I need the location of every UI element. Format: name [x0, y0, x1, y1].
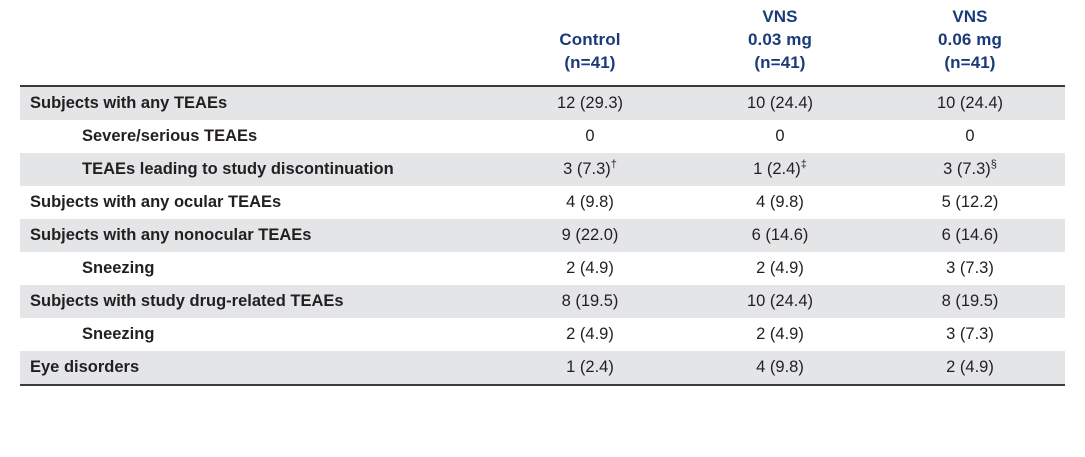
row-label: Subjects with any TEAEs [20, 86, 495, 120]
value-text: 3 (7.3) [563, 159, 611, 178]
row-value-vns-006 [875, 318, 1065, 351]
row-value-vns-006 [875, 86, 1065, 120]
row-value-control [495, 153, 685, 186]
row-value-vns-003 [685, 86, 875, 120]
header-vns003-line-3: (n=41) [754, 52, 806, 72]
table-row [20, 285, 1065, 318]
row-value-control [495, 186, 685, 219]
value-text: 3 (7.3) [943, 159, 991, 178]
value-text: 0 [965, 126, 975, 145]
row-value-control [495, 318, 685, 351]
header-cell-vns-003 [685, 0, 875, 86]
row-value-control [495, 219, 685, 252]
value-text: 4 (9.8) [566, 192, 614, 211]
row-value-control [495, 285, 685, 318]
value-text: 2 (4.9) [566, 324, 614, 343]
row-label: Severe/serious TEAEs [20, 120, 495, 153]
table-header [20, 0, 1065, 86]
header-cell-vns-006 [875, 0, 1065, 86]
value-text: 2 (4.9) [566, 258, 614, 277]
value-footnote-mark: § [990, 158, 997, 171]
value-text: 4 (9.8) [756, 357, 804, 376]
row-label: Sneezing [20, 252, 495, 285]
table-header-row [20, 0, 1065, 86]
table-row [20, 351, 1065, 385]
row-value-vns-006 [875, 285, 1065, 318]
row-value-control [495, 252, 685, 285]
row-value-control [495, 351, 685, 385]
table-row [20, 86, 1065, 120]
value-footnote-mark: † [610, 158, 617, 171]
row-label: TEAEs leading to study discontinuation [20, 153, 495, 186]
value-text: 6 (14.6) [751, 225, 809, 244]
table-row [20, 153, 1065, 186]
table-row [20, 120, 1065, 153]
row-value-control [495, 86, 685, 120]
adverse-events-table [20, 0, 1065, 386]
row-value-vns-003 [685, 252, 875, 285]
header-cell-control [495, 0, 685, 86]
value-footnote-mark: ‡ [800, 158, 807, 171]
value-text: 10 (24.4) [746, 291, 814, 310]
row-value-vns-003 [685, 153, 875, 186]
value-text: 10 (24.4) [936, 93, 1004, 112]
row-value-vns-003 [685, 186, 875, 219]
row-value-vns-003 [685, 351, 875, 385]
row-value-vns-006 [875, 219, 1065, 252]
value-text: 0 [775, 126, 785, 145]
value-text: 1 (2.4) [566, 357, 614, 376]
value-text: 6 (14.6) [941, 225, 999, 244]
table-row [20, 186, 1065, 219]
value-text: 8 (19.5) [561, 291, 619, 310]
header-vns006-line-2: 0.06 mg [937, 29, 1002, 49]
value-text: 8 (19.5) [941, 291, 999, 310]
row-value-vns-006 [875, 252, 1065, 285]
row-label: Eye disorders [20, 351, 495, 385]
table-row [20, 252, 1065, 285]
row-value-vns-006 [875, 120, 1065, 153]
value-text: 12 (29.3) [556, 93, 624, 112]
row-value-vns-006 [875, 351, 1065, 385]
value-text: 3 (7.3) [946, 258, 994, 277]
value-text: 4 (9.8) [756, 192, 804, 211]
header-vns003-line-1: VNS [762, 7, 798, 26]
value-text: 2 (4.9) [756, 258, 804, 277]
row-label: Subjects with any nonocular TEAEs [20, 219, 495, 252]
row-label: Subjects with study drug-related TEAEs [20, 285, 495, 318]
header-cell-blank [20, 0, 495, 86]
row-value-control [495, 120, 685, 153]
row-value-vns-003 [685, 120, 875, 153]
row-value-vns-003 [685, 285, 875, 318]
table-body [20, 86, 1065, 385]
value-text: 3 (7.3) [946, 324, 994, 343]
row-value-vns-003 [685, 219, 875, 252]
value-text: 1 (2.4) [753, 159, 801, 178]
header-vns006-line-1: VNS [952, 7, 988, 26]
value-text: 5 (12.2) [941, 192, 999, 211]
table-row [20, 318, 1065, 351]
value-text: 9 (22.0) [561, 225, 619, 244]
header-vns006-line-3: (n=41) [944, 52, 996, 72]
row-label: Sneezing [20, 318, 495, 351]
value-text: 2 (4.9) [756, 324, 804, 343]
header-control-line-2: (n=41) [564, 52, 616, 72]
header-vns003-line-2: 0.03 mg [747, 29, 812, 49]
header-control-line-1: Control [559, 29, 621, 49]
row-value-vns-003 [685, 318, 875, 351]
value-text: 2 (4.9) [946, 357, 994, 376]
value-text: 0 [585, 126, 595, 145]
value-text: 10 (24.4) [746, 93, 814, 112]
row-label: Subjects with any ocular TEAEs [20, 186, 495, 219]
row-value-vns-006 [875, 153, 1065, 186]
table-row [20, 219, 1065, 252]
row-value-vns-006 [875, 186, 1065, 219]
